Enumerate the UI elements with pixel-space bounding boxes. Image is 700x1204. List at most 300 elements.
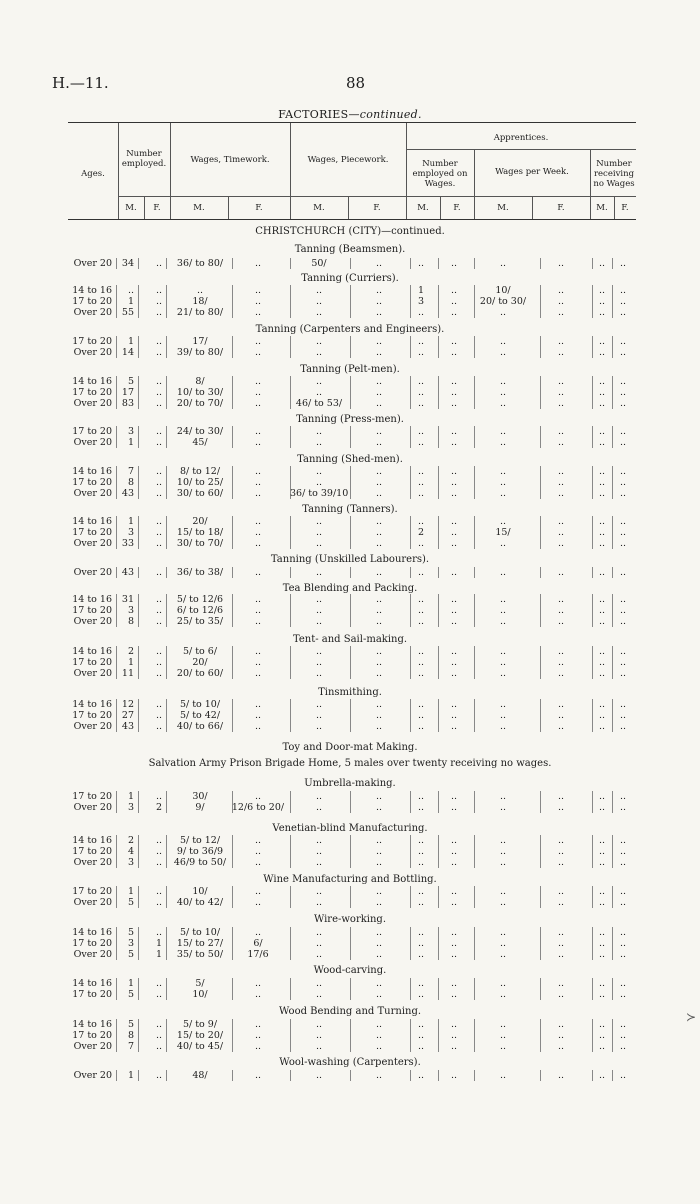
- table-cell: ..: [619, 699, 627, 710]
- table-row: [0, 802, 700, 813]
- table-cell: ..: [499, 616, 507, 627]
- table-cell: ..: [417, 835, 425, 846]
- table-cell: ..: [598, 857, 606, 868]
- table-cell: ..: [598, 567, 606, 578]
- column-rule: [438, 1070, 439, 1081]
- table-cell: ..: [499, 835, 507, 846]
- table-cell: 43: [121, 567, 134, 578]
- table-cell: 2: [127, 646, 134, 657]
- table-row: [0, 527, 700, 538]
- table-cell: ..: [375, 657, 383, 668]
- table-cell: ..: [417, 978, 425, 989]
- age-cell: 17 to 20: [72, 605, 112, 616]
- table-cell: ..: [499, 927, 507, 938]
- table-row: [0, 437, 700, 448]
- table-cell: ..: [499, 437, 507, 448]
- table-cell: ..: [315, 516, 323, 527]
- table-cell: 15/ to 27/: [176, 938, 224, 949]
- header-app-number: Number employed on Wages.: [412, 159, 468, 189]
- table-cell: ..: [598, 296, 606, 307]
- table-cell: ..: [315, 791, 323, 802]
- table-cell: ..: [450, 721, 458, 732]
- column-rule: [138, 285, 139, 296]
- table-cell: ..: [375, 426, 383, 437]
- table-cell: ..: [315, 387, 323, 398]
- table-cell: ..: [315, 897, 323, 908]
- age-cell: Over 20: [73, 802, 112, 813]
- table-cell: ..: [619, 886, 627, 897]
- age-cell: Over 20: [73, 1041, 112, 1052]
- column-rule: [138, 657, 139, 668]
- table-cell: ..: [619, 516, 627, 527]
- table-row: [0, 657, 700, 668]
- header-app-wages: Wages per Week.: [495, 167, 569, 177]
- table-cell: ..: [557, 307, 565, 318]
- table-cell: ..: [450, 567, 458, 578]
- age-cell: 17 to 20: [72, 336, 112, 347]
- table-cell: ..: [450, 938, 458, 949]
- table-cell: ..: [417, 258, 425, 269]
- table-cell: ..: [598, 616, 606, 627]
- table-cell: ..: [499, 668, 507, 679]
- table-cell: ..: [375, 989, 383, 1000]
- age-cell: 17 to 20: [72, 846, 112, 857]
- column-rule: [138, 710, 139, 721]
- table-cell: ..: [557, 857, 565, 868]
- section-title: Tanning (Pelt-men).: [300, 364, 400, 375]
- column-rule: [438, 699, 439, 710]
- table-cell: ..: [254, 710, 262, 721]
- table-cell: ..: [619, 336, 627, 347]
- table-cell: 3: [127, 857, 134, 868]
- table-cell: ..: [254, 927, 262, 938]
- table-cell: ..: [315, 1019, 323, 1030]
- table-cell: ..: [417, 657, 425, 668]
- table-cell: 5: [127, 897, 134, 908]
- column-rule: [138, 835, 139, 846]
- table-cell: ..: [375, 347, 383, 358]
- age-cell: 17 to 20: [72, 527, 112, 538]
- table-cell: ..: [450, 285, 458, 296]
- column-rule: [138, 437, 139, 448]
- column-rule: [438, 657, 439, 668]
- table-cell: ..: [598, 285, 606, 296]
- table-cell: ..: [155, 285, 162, 296]
- city-heading: CHRISTCHURCH (CITY)—continued.: [255, 226, 445, 237]
- age-cell: 14 to 16: [72, 594, 112, 605]
- table-cell: 8: [127, 477, 134, 488]
- column-rule: [138, 791, 139, 802]
- table-cell: ..: [375, 721, 383, 732]
- column-rule: [138, 426, 139, 437]
- table-cell: 5: [127, 949, 134, 960]
- table-cell: ..: [598, 437, 606, 448]
- table-cell: ..: [155, 488, 162, 499]
- table-cell: ..: [417, 646, 425, 657]
- column-rule: [166, 426, 167, 437]
- table-cell: 5/ to 9/: [182, 1019, 218, 1030]
- table-cell: ..: [619, 307, 627, 318]
- table-cell: 9/ to 36/9: [176, 846, 224, 857]
- column-rule: [438, 1019, 439, 1030]
- table-row: [0, 477, 700, 488]
- column-rule: [166, 668, 167, 679]
- table-cell: ..: [499, 398, 507, 409]
- column-rule: [166, 527, 167, 538]
- table-cell: ..: [417, 699, 425, 710]
- table-cell: ..: [499, 376, 507, 387]
- table-cell: ..: [417, 466, 425, 477]
- table-cell: 39/ to 80/: [176, 347, 224, 358]
- table-cell: 5/ to 12/: [179, 835, 221, 846]
- table-cell: ..: [254, 527, 262, 538]
- table-cell: ..: [450, 1019, 458, 1030]
- table-row: [0, 336, 700, 347]
- age-cell: 14 to 16: [72, 978, 112, 989]
- table-cell: ..: [499, 721, 507, 732]
- table-cell: ..: [254, 646, 262, 657]
- table-cell: 30/ to 70/: [176, 538, 224, 549]
- table-cell: ..: [315, 426, 323, 437]
- table-cell: ..: [375, 897, 383, 908]
- column-rule: [438, 710, 439, 721]
- age-cell: Over 20: [73, 258, 112, 269]
- table-cell: ..: [499, 538, 507, 549]
- table-cell: 36/ to 38/: [176, 567, 224, 578]
- table-cell: ..: [254, 296, 262, 307]
- table-row: [0, 857, 700, 868]
- table-cell: ..: [196, 285, 204, 296]
- table-cell: ..: [598, 516, 606, 527]
- table-cell: ..: [254, 398, 262, 409]
- table-cell: ..: [619, 285, 627, 296]
- table-cell: 20/: [192, 657, 208, 668]
- sub-f: F.: [373, 203, 381, 213]
- column-rule: [438, 488, 439, 499]
- column-rule: [438, 989, 439, 1000]
- column-rule: [438, 516, 439, 527]
- column-rule: [138, 1041, 139, 1052]
- table-cell: ..: [375, 437, 383, 448]
- column-rule: [438, 857, 439, 868]
- table-cell: ..: [375, 949, 383, 960]
- table-row: [0, 897, 700, 908]
- table-cell: ..: [619, 437, 627, 448]
- column-rule: [138, 1070, 139, 1081]
- column-rule: [166, 886, 167, 897]
- table-row: [0, 426, 700, 437]
- table-cell: 25/ to 35/: [176, 616, 224, 627]
- table-cell: ..: [598, 710, 606, 721]
- table-cell: ..: [450, 258, 458, 269]
- table-cell: ..: [315, 1070, 323, 1081]
- table-cell: ..: [417, 1041, 425, 1052]
- table-cell: ..: [557, 1019, 565, 1030]
- table-cell: ..: [417, 949, 425, 960]
- table-cell: ..: [557, 296, 565, 307]
- age-cell: 17 to 20: [72, 886, 112, 897]
- table-cell: ..: [315, 699, 323, 710]
- table-cell: ..: [450, 376, 458, 387]
- column-rule: [138, 538, 139, 549]
- table-cell: ..: [619, 616, 627, 627]
- table-cell: ..: [417, 668, 425, 679]
- table-cell: 5: [127, 927, 134, 938]
- table-cell: 35/ to 50/: [176, 949, 224, 960]
- table-cell: 40/ to 66/: [176, 721, 224, 732]
- table-cell: ..: [557, 387, 565, 398]
- column-rule: [166, 307, 167, 318]
- section-title: Tanning (Beamsmen).: [294, 244, 406, 255]
- column-rule: [166, 938, 167, 949]
- table-row: [0, 668, 700, 679]
- table-cell: 8: [127, 616, 134, 627]
- header-wages-piecework: Wages, Piecework.: [307, 155, 389, 165]
- table-cell: ..: [254, 1030, 262, 1041]
- table-cell: ..: [375, 387, 383, 398]
- column-rule: [438, 594, 439, 605]
- table-cell: ..: [598, 605, 606, 616]
- table-cell: 1: [155, 938, 162, 949]
- table-cell: 20/ to 30/: [479, 296, 527, 307]
- table-cell: ..: [598, 307, 606, 318]
- table-cell: ..: [598, 657, 606, 668]
- column-rule: [166, 336, 167, 347]
- table-cell: ..: [557, 938, 565, 949]
- column-rule: [438, 791, 439, 802]
- table-cell: ..: [254, 488, 262, 499]
- table-cell: 2: [127, 835, 134, 846]
- age-cell: 17 to 20: [72, 1030, 112, 1041]
- column-rule: [138, 477, 139, 488]
- table-row: [0, 710, 700, 721]
- column-rule: [166, 857, 167, 868]
- table-cell: 20/ to 70/: [176, 398, 224, 409]
- table-cell: ..: [598, 1019, 606, 1030]
- table-cell: ..: [254, 657, 262, 668]
- table-cell: 20/: [192, 516, 208, 527]
- header-app-no-wages: Number receiving no Wages: [593, 159, 635, 189]
- table-cell: ..: [254, 336, 262, 347]
- table-cell: ..: [254, 699, 262, 710]
- age-cell: Over 20: [73, 897, 112, 908]
- table-cell: ..: [619, 938, 627, 949]
- table-cell: ..: [315, 1030, 323, 1041]
- table-cell: 8/: [195, 376, 205, 387]
- table-cell: ..: [375, 802, 383, 813]
- table-cell: ..: [450, 897, 458, 908]
- sub-f: F.: [621, 203, 629, 213]
- column-rule: [438, 336, 439, 347]
- table-cell: ..: [598, 802, 606, 813]
- title-main: FACTORIES: [278, 108, 349, 121]
- table-cell: ..: [598, 699, 606, 710]
- column-rule: [166, 646, 167, 657]
- table-cell: ..: [254, 477, 262, 488]
- column-rule: [166, 567, 167, 578]
- age-cell: 14 to 16: [72, 285, 112, 296]
- table-cell: ..: [155, 857, 162, 868]
- age-cell: Over 20: [73, 488, 112, 499]
- table-cell: ..: [155, 336, 162, 347]
- section-title: Toy and Door-mat Making.: [282, 742, 418, 753]
- table-cell: ..: [417, 989, 425, 1000]
- table-cell: ..: [450, 657, 458, 668]
- table-cell: ..: [375, 1019, 383, 1030]
- table-cell: 34: [121, 258, 134, 269]
- column-rule: [438, 616, 439, 627]
- column-rule: [438, 285, 439, 296]
- column-rule: [138, 1030, 139, 1041]
- table-cell: ..: [254, 437, 262, 448]
- table-cell: ..: [450, 857, 458, 868]
- column-rule: [438, 605, 439, 616]
- section-note: Salvation Army Prison Brigade Home, 5 males over twenty receiving no wages.: [148, 758, 552, 769]
- table-cell: ..: [155, 477, 162, 488]
- table-cell: ..: [499, 699, 507, 710]
- table-cell: ..: [417, 605, 425, 616]
- table-cell: 30/ to 60/: [176, 488, 224, 499]
- table-cell: 3: [127, 605, 134, 616]
- table-cell: ..: [557, 516, 565, 527]
- table-cell: 9/: [195, 802, 205, 813]
- table-cell: ..: [557, 835, 565, 846]
- table-cell: ..: [557, 791, 565, 802]
- table-row: [0, 989, 700, 1000]
- table-cell: ..: [450, 538, 458, 549]
- table-cell: ..: [315, 538, 323, 549]
- table-cell: ..: [375, 594, 383, 605]
- table-cell: ..: [557, 594, 565, 605]
- table-cell: ..: [557, 347, 565, 358]
- table-cell: 1: [127, 886, 134, 897]
- column-rule: [166, 927, 167, 938]
- table-cell: 5: [127, 1019, 134, 1030]
- table-cell: ..: [254, 989, 262, 1000]
- table-cell: ..: [375, 857, 383, 868]
- table-cell: ..: [450, 978, 458, 989]
- table-cell: ..: [450, 516, 458, 527]
- table-cell: ..: [315, 347, 323, 358]
- table-cell: 15/ to 18/: [176, 527, 224, 538]
- table-cell: ..: [254, 387, 262, 398]
- table-cell: 2: [155, 802, 162, 813]
- table-cell: ..: [417, 477, 425, 488]
- table-cell: ..: [450, 296, 458, 307]
- table-cell: ..: [375, 376, 383, 387]
- table-cell: 27: [121, 710, 134, 721]
- table-cell: 11: [121, 668, 134, 679]
- table-cell: 24/ to 30/: [176, 426, 224, 437]
- table-cell: ..: [155, 835, 162, 846]
- table-cell: ..: [417, 1030, 425, 1041]
- table-cell: ..: [557, 657, 565, 668]
- table-cell: ..: [417, 516, 425, 527]
- table-cell: ..: [254, 258, 262, 269]
- table-cell: ..: [619, 710, 627, 721]
- table-cell: ..: [450, 791, 458, 802]
- table-cell: ..: [315, 949, 323, 960]
- table-cell: ..: [619, 857, 627, 868]
- column-rule: [438, 835, 439, 846]
- sub-f: F.: [557, 203, 565, 213]
- column-rule: [166, 376, 167, 387]
- column-rule: [166, 538, 167, 549]
- column-rule: [166, 897, 167, 908]
- table-cell: ..: [499, 426, 507, 437]
- table-cell: 1: [127, 657, 134, 668]
- table-cell: ..: [450, 466, 458, 477]
- table-cell: ..: [375, 307, 383, 318]
- table-cell: ..: [315, 594, 323, 605]
- table-cell: ..: [619, 791, 627, 802]
- table-row: [0, 1041, 700, 1052]
- column-rule: [438, 398, 439, 409]
- table-cell: 1: [127, 516, 134, 527]
- column-rule: [438, 721, 439, 732]
- column-rule: [438, 258, 439, 269]
- column-rule: [166, 1019, 167, 1030]
- column-rule: [138, 567, 139, 578]
- table-cell: ..: [598, 594, 606, 605]
- column-rule: [166, 699, 167, 710]
- table-cell: 7: [127, 466, 134, 477]
- table-cell: 46/9 to 50/: [173, 857, 227, 868]
- table-cell: 5: [127, 376, 134, 387]
- table-cell: ..: [557, 437, 565, 448]
- table-cell: 5/ to 6/: [182, 646, 218, 657]
- column-rule: [138, 978, 139, 989]
- column-rule: [438, 296, 439, 307]
- table-cell: ..: [619, 376, 627, 387]
- table-row: [0, 594, 700, 605]
- column-rule: [166, 616, 167, 627]
- section-title: Wool-washing (Carpenters).: [279, 1057, 421, 1068]
- table-cell: ..: [619, 1019, 627, 1030]
- column-rule: [166, 657, 167, 668]
- table-cell: 10/: [192, 886, 208, 897]
- table-cell: ..: [499, 646, 507, 657]
- table-cell: ..: [375, 835, 383, 846]
- table-cell: ..: [254, 605, 262, 616]
- column-rule: [438, 477, 439, 488]
- table-cell: 8/ to 12/: [179, 466, 221, 477]
- table-cell: ..: [557, 1041, 565, 1052]
- table-cell: 5/ to 10/: [179, 699, 221, 710]
- table-cell: ..: [417, 398, 425, 409]
- table-cell: ..: [598, 978, 606, 989]
- table-cell: ..: [155, 516, 162, 527]
- table-cell: ..: [499, 477, 507, 488]
- table-cell: ..: [450, 802, 458, 813]
- table-cell: ..: [417, 616, 425, 627]
- table-cell: 17/: [192, 336, 208, 347]
- table-row: [0, 927, 700, 938]
- table-cell: ..: [450, 699, 458, 710]
- table-cell: ..: [375, 1030, 383, 1041]
- table-cell: 1: [127, 978, 134, 989]
- table-cell: 83: [121, 398, 134, 409]
- age-cell: 17 to 20: [72, 938, 112, 949]
- table-cell: ..: [619, 605, 627, 616]
- table-cell: 3: [417, 296, 425, 307]
- table-cell: ..: [619, 466, 627, 477]
- table-cell: ..: [598, 938, 606, 949]
- section-title: Umbrella-making.: [304, 778, 396, 789]
- column-rule: [438, 437, 439, 448]
- table-cell: ..: [375, 978, 383, 989]
- column-rule: [138, 616, 139, 627]
